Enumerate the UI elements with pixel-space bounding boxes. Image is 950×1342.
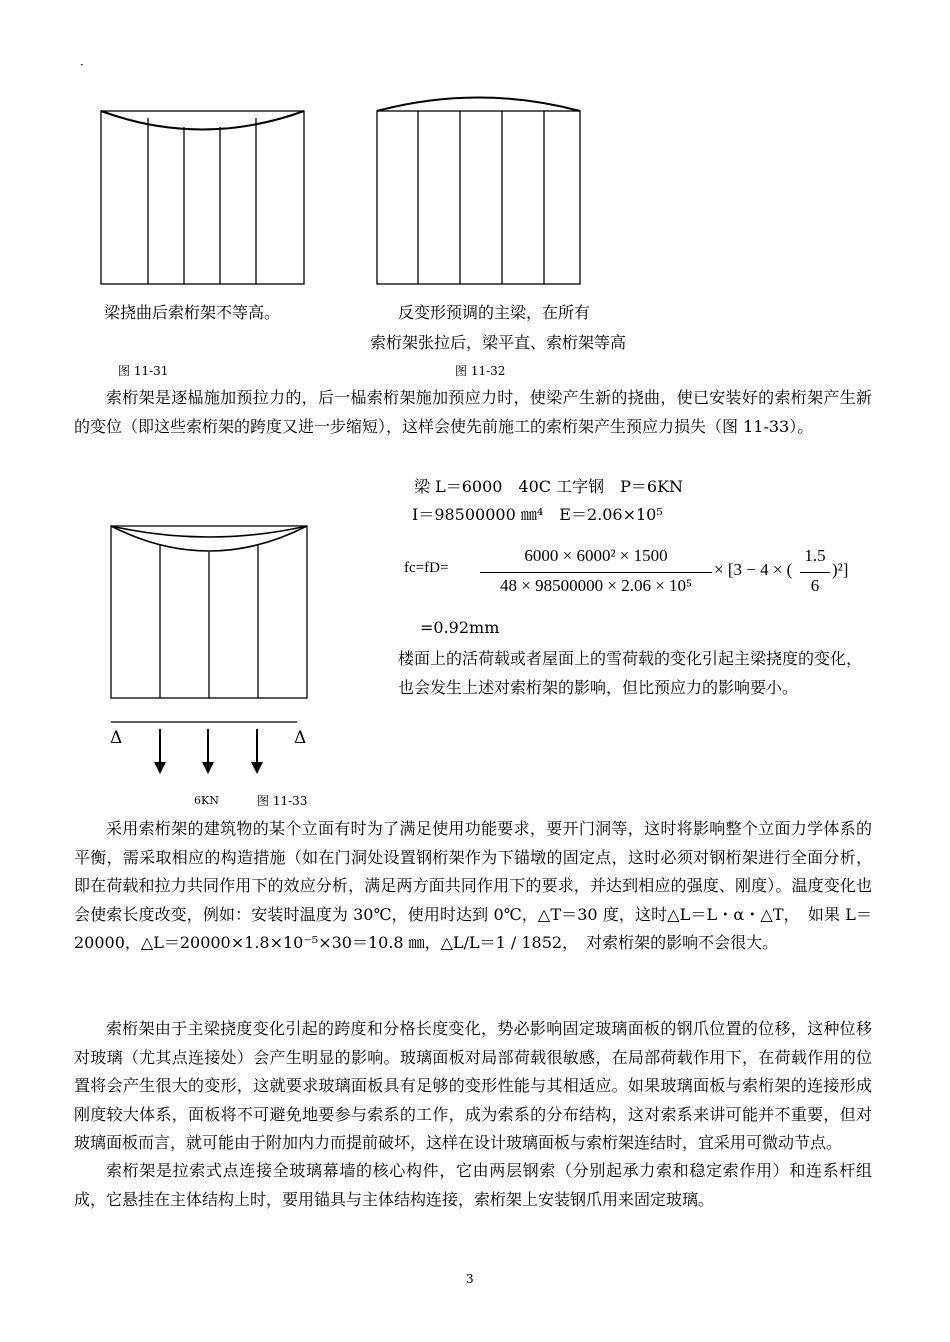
formula-inner-bar — [800, 572, 830, 573]
paragraph-2: 采用索桁架的建筑物的某个立面有时为了满足使用功能要求，要开门洞等，这时将影响整个立面力学体系的平衡，需采取相应的构造措施（如在门洞处设置钢桁架作为下锚墩的固定点，这时必须对钢桁架进行全面分析，即在荷载和拉力共同作用下的效应分析，满足两方面共同作用下的要求，并达到相应的强度、刚度）。温度变化也会使索长度改变，例如：安装时温度为 30℃，使用时达到 0℃，△T＝30 度，这时△L＝L・α・△T， 如果 L＝20000，△L＝20000×1.8×10⁻⁵×30＝10.8 ㎜，△L/L＝1 / 1852， 对索桁架的影响不会很大。 — [74, 819, 872, 952]
calc-result: =0.92mm — [420, 618, 500, 637]
top-mark: · — [80, 58, 84, 72]
formula-lhs: fc=fD= — [404, 560, 449, 576]
formula-fraction-bar — [480, 572, 712, 573]
fig31-caption: 梁挠曲后索桁架不等高。 — [104, 303, 281, 322]
figure-11-33 — [110, 524, 320, 774]
fig33-support-left: Δ — [110, 728, 123, 748]
fig33-label: 图 11-33 — [257, 794, 308, 808]
calc-note: 楼面上的活荷载或者屋面上的雪荷载的变化引起主梁挠度的变化，也会发生上述对索桁架的影响，但比预应力的影响要小。 — [398, 649, 863, 697]
formula-inner-numerator: 1.5 — [804, 546, 826, 565]
formula-inner-denominator: 6 — [810, 576, 820, 595]
fig32-caption-line2: 索桁架张拉后，梁平直、索桁架等高 — [370, 333, 627, 352]
formula-bracket-suffix: )²] — [832, 560, 849, 579]
fig31-label: 图 11-31 — [118, 364, 169, 378]
fig32-caption-line1: 反变形预调的主梁，在所有 — [398, 303, 591, 322]
calc-line1: 梁 L＝6000 40C 工字钢 P＝6KN — [414, 477, 684, 496]
page-number: 3 — [466, 1272, 474, 1286]
formula-denominator: 48 × 98500000 × 2.06 × 10⁵ — [500, 576, 692, 595]
formula-numerator: 6000 × 6000² × 1500 — [524, 546, 668, 565]
figure-11-31 — [100, 110, 306, 286]
fig33-load-label: 6KN — [194, 794, 219, 807]
paragraph-1: 索桁架是逐榀施加预拉力的，后一榀索桁架施加预应力时，使梁产生新的挠曲，使已安装好的索桁架产生新的变位（即这些索桁架的跨度又进一步缩短），这样会使先前施工的索桁架产生预应力损失（图 11-33）。 — [74, 388, 872, 436]
fig33-support-right: Δ — [294, 728, 307, 748]
paragraph-4: 索桁架是拉索式点连接全玻璃幕墙的核心构件，它由两层钢索（分别起承力索和稳定索作用）和连系杆组成，它悬挂在主体结构上时，要用锚具与主体结构连接，索桁架上安装钢爪用来固定玻璃。 — [74, 1161, 872, 1209]
paragraph-3: 索桁架由于主梁挠度变化引起的跨度和分格长度变化，势必影响固定玻璃面板的钢爪位置的位移，这种位移对玻璃（尤其点连接处）会产生明显的影响。玻璃面板对局部荷载很敏感，在局部荷载作用下，在荷载作用的位置将会产生很大的变形，这就要求玻璃面板具有足够的变形性能与其相适应。如果玻璃面板与索桁架的连接形成刚度较大体系，面板将不可避免地要参与索系的工作，成为索系的分布结构，这对索系来讲可能并不重要，但对玻璃面板而言，就可能由于附加内力而提前破坏，这样在设计玻璃面板与索桁架连结时，宜采用可微动节点。 — [74, 1019, 872, 1152]
calc-line2: I＝98500000 ㎜⁴ E＝2.06×10⁵ — [412, 505, 663, 524]
formula-bracket-prefix: × [3 − 4 × ( — [714, 560, 793, 579]
figure-11-32 — [376, 96, 582, 286]
fig32-label: 图 11-32 — [455, 364, 506, 378]
